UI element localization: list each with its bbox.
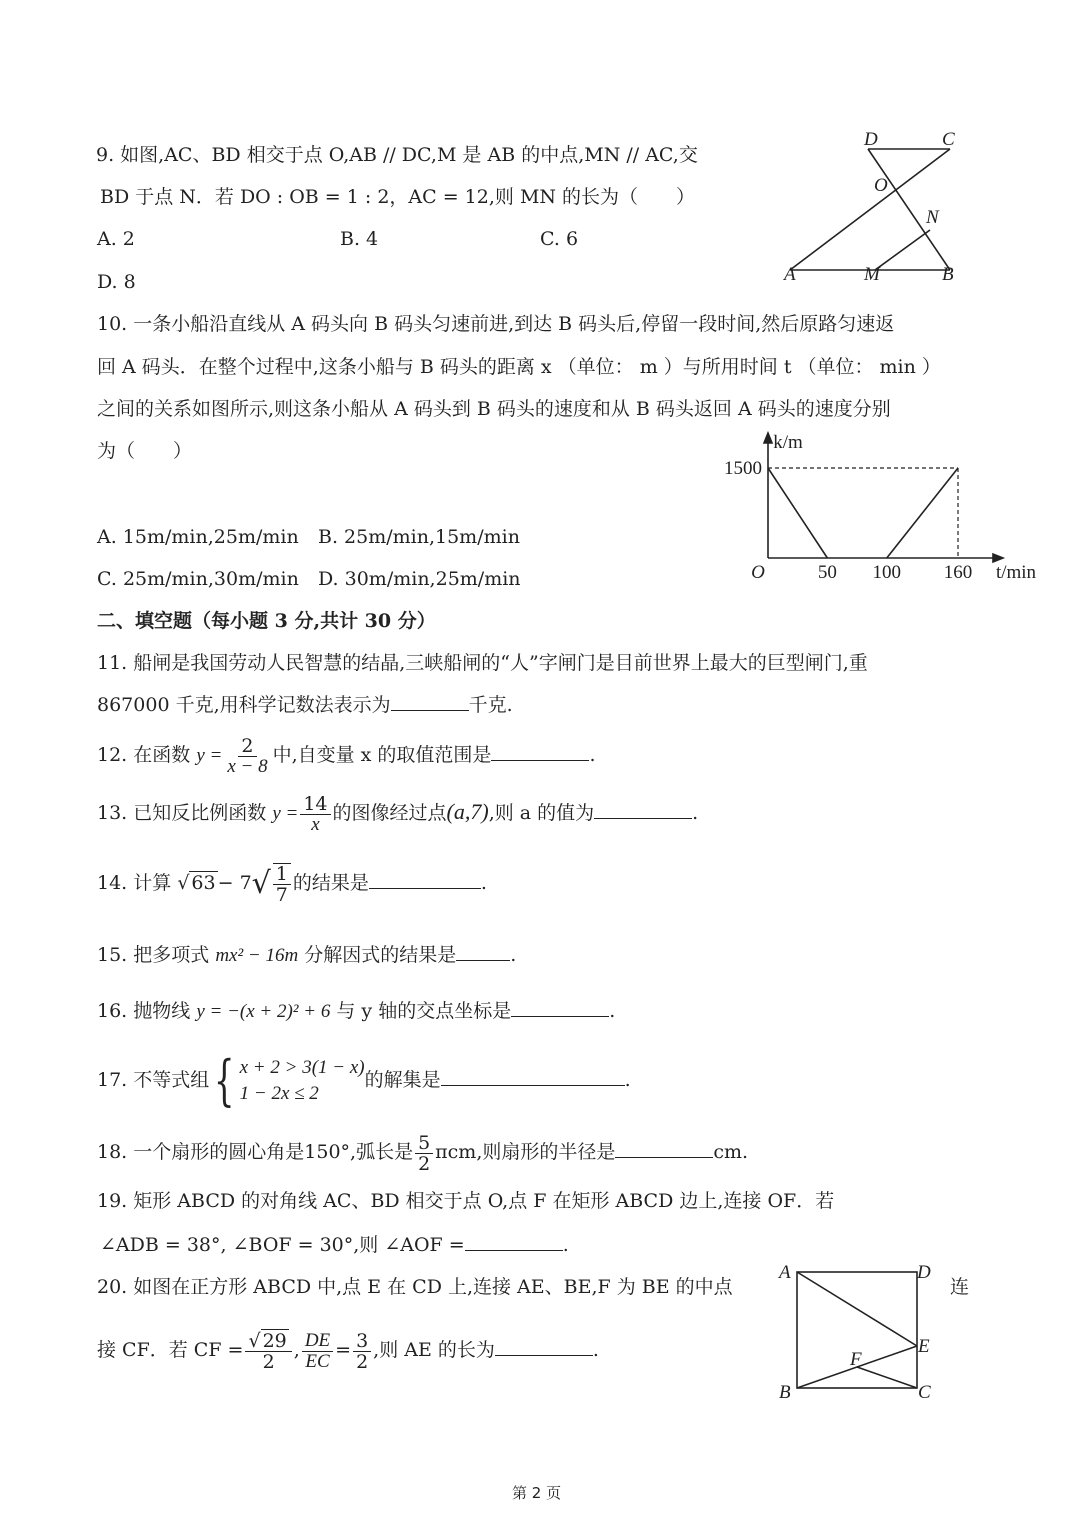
series-segment-2: [887, 468, 958, 558]
q12-post: 中,自变量 x 的取值范围是: [272, 744, 492, 766]
q15-pre: 15. 把多项式: [97, 944, 210, 966]
q9-segment-MN: [875, 230, 930, 270]
q17: [97, 1049, 631, 1112]
q9-label-A: A: [784, 264, 796, 285]
q18-fraction: [415, 1133, 433, 1174]
q20-comma: ,: [293, 1339, 300, 1361]
q13-point: (a,7): [446, 799, 489, 824]
q9-label-D: D: [864, 129, 878, 150]
q10-line4: 为（ ）: [97, 440, 193, 462]
q20-label-D: D: [917, 1262, 931, 1283]
q13-numerator: 14: [300, 794, 330, 815]
q9-option-d: D. 8: [97, 271, 136, 293]
q10-line2: 回 A 码头．在整个过程中,这条小船与 B 码头的距离 x （单位： m ）与所用时间 t （单位： min ）: [97, 356, 941, 378]
q19-answer-blank[interactable]: [465, 1232, 563, 1251]
q14-end: .: [480, 872, 487, 894]
q19-line2: [100, 1232, 569, 1258]
q18-post: ,则扇形的半径是: [476, 1141, 616, 1163]
q17-inequality-2: 1 − 2x ≤ 2: [239, 1083, 319, 1104]
q20-label-A: A: [779, 1262, 791, 1283]
q17-inequality-1: x + 2 > 3(1 − x): [239, 1057, 365, 1078]
series-segment-0: [768, 468, 827, 558]
x-axis-arrow: [993, 554, 1003, 562]
q12: [97, 730, 595, 781]
q20-label-E: E: [918, 1336, 930, 1357]
q20-cf-numerator: √ 29: [245, 1331, 291, 1352]
q12-y: y =: [196, 745, 223, 766]
q14: [97, 858, 487, 909]
q19-line1: 19. 矩形 ABCD 的对角线 AC、BD 相交于点 O,点 F 在矩形 ABCD 边上,连接 OF．若: [97, 1190, 835, 1212]
q10-line3: 之间的关系如图所示,则这条小船从 A 码头到 B 码头的速度和从 B 码头返回 A 码头的速度分别: [97, 398, 891, 420]
q14-sqrt2: √ $\frac{1}{7}$: [252, 872, 293, 894]
q20-segment-CF: [857, 1367, 917, 1388]
q17-post: 的解集是: [364, 1069, 441, 1091]
q20-cf-denominator: 2: [262, 1350, 275, 1373]
q10-option-c: C. 25m/min,30m/min: [97, 568, 299, 590]
q14-fraction: [273, 863, 291, 905]
q18-pre: 18. 一个扇形的圆心角是: [97, 1141, 305, 1163]
q20-ratio-fraction: [302, 1331, 333, 1372]
q20-cf-radicand: 29: [262, 1329, 287, 1352]
y-axis-arrow: [764, 433, 772, 443]
q10-option-a: A. 15m/min,25m/min: [97, 526, 299, 548]
q20-line1: 20. 如图在正方形 ABCD 中,点 E 在 CD 上,连接 AE、BE,F 为 BE 的中点: [97, 1276, 733, 1298]
q15-post: 分解因式的结果是: [304, 944, 457, 966]
q16-post: 与 y 轴的交点坐标是: [336, 1000, 512, 1022]
q20-value-fraction: [353, 1331, 371, 1372]
q14-post: 的结果是: [292, 872, 369, 894]
q14-answer-blank[interactable]: [369, 870, 481, 889]
q17-answer-blank[interactable]: [441, 1067, 625, 1086]
q16: [97, 998, 615, 1025]
q19-line2-text: ∠ADB = 38°, ∠BOF = 30°,则 ∠AOF =: [100, 1234, 465, 1256]
q10-line1: 10. 一条小船沿直线从 A 码头向 B 码头匀速前进,到达 B 码头后,停留一段时间,然后原路匀速返: [97, 313, 895, 335]
section2-title: 二、填空题（每小题 3 分,共计 30 分）: [97, 610, 436, 632]
q11-answer-blank[interactable]: [391, 692, 469, 711]
q16-pre: 16. 抛物线: [97, 1000, 191, 1022]
q18-answer-blank[interactable]: [615, 1139, 713, 1158]
q20-square: [797, 1272, 917, 1388]
q13-answer-blank[interactable]: [594, 800, 692, 819]
q18: [97, 1127, 748, 1177]
q20-answer-blank[interactable]: [495, 1337, 593, 1356]
q9-label-N: N: [926, 207, 939, 228]
x-tick-label-160: 160: [943, 562, 973, 583]
q17-system: [240, 1055, 365, 1107]
q13-post2: ,则 a 的值为: [488, 802, 595, 824]
q12-end: .: [589, 744, 596, 766]
q13-post: 的图像经过点: [332, 802, 447, 824]
q20-line1-end: 连: [950, 1276, 970, 1298]
q18-mid: ,弧长是: [350, 1141, 414, 1163]
q20-value-denominator: 2: [356, 1350, 369, 1373]
x-tick-label-50: 50: [817, 562, 837, 583]
q17-brace: {: [214, 1049, 235, 1112]
q20-value-numerator: 3: [353, 1331, 371, 1352]
q13-pre: 13. 已知反比例函数: [97, 802, 267, 824]
q14-radicand1: 63: [191, 872, 216, 894]
q13-end: .: [692, 802, 699, 824]
q9-label-C: C: [942, 129, 955, 150]
q14-numerator: 1: [273, 864, 291, 885]
y-axis-label: k/m: [773, 432, 803, 453]
q20-post: ,则 AE 的长为: [373, 1339, 495, 1361]
q12-denominator: x − 8: [227, 755, 268, 777]
q20-label-F: F: [850, 1349, 862, 1370]
q20-segment-AE: [797, 1272, 917, 1346]
q14-pre: 14. 计算: [97, 872, 172, 894]
q11-line1: 11. 船闸是我国劳动人民智慧的结晶,三峡船闸的“人”字闸门是目前世界上最大的巨型闸门,重: [97, 652, 868, 674]
q18-pi: πcm: [435, 1141, 477, 1163]
q20-label-C: C: [918, 1382, 931, 1403]
q9-label-M: M: [864, 264, 880, 285]
q12-answer-blank[interactable]: [491, 742, 589, 761]
q13-y: y =: [272, 803, 299, 824]
q13-denominator: x: [311, 813, 320, 835]
q12-fraction: [224, 736, 270, 777]
q15: [97, 942, 516, 969]
q11-line2-end: 千克.: [468, 694, 513, 716]
y-tick-label-1500: 1500: [724, 458, 762, 479]
origin-label: O: [751, 562, 765, 583]
q9-label-O: O: [874, 175, 888, 196]
q9-option-b: B. 4: [340, 228, 379, 250]
q9-label-B: B: [942, 264, 954, 285]
q20-line2: [97, 1325, 599, 1375]
q20-end: .: [592, 1339, 599, 1361]
q20-ratio-denominator: EC: [305, 1350, 330, 1372]
q9-line1: 9. 如图,AC、BD 相交于点 O,AB // DC,M 是 AB 的中点,MN // AC,交: [96, 144, 698, 166]
q18-end: cm.: [713, 1141, 749, 1163]
x-axis-label: t/min: [995, 562, 1037, 583]
q9-line2: BD 于点 N．若 DO : OB = 1 : 2，AC = 12,则 MN 的长为（ ）: [100, 186, 696, 208]
q13: [97, 787, 698, 839]
q15-expr: mx² − 16m: [215, 945, 299, 966]
q16-end: .: [609, 1000, 616, 1022]
q15-answer-blank[interactable]: [456, 942, 510, 961]
q11-line2-text: 867000 千克,用科学记数法表示为: [97, 694, 391, 716]
q18-denominator: 2: [418, 1152, 431, 1175]
q20-ratio-numerator: DE: [302, 1331, 333, 1352]
q11-line2: [97, 692, 513, 718]
q18-angle: 150°: [304, 1141, 351, 1163]
q20-cf-fraction: [245, 1331, 291, 1372]
x-tick-label-100: 100: [872, 562, 901, 583]
q9-option-a: A. 2: [97, 228, 135, 250]
q14-sqrt1: √ 63: [177, 872, 216, 894]
page-number: 第 2 页: [512, 1484, 562, 1502]
q13-fraction: [300, 794, 330, 835]
q9-option-c: C. 6: [540, 228, 579, 250]
q20-equals: =: [335, 1339, 352, 1361]
q18-numerator: 5: [415, 1133, 433, 1154]
q17-end: .: [624, 1069, 631, 1091]
q19-end: .: [562, 1234, 569, 1256]
q20-figure: [775, 1258, 950, 1403]
q10-option-d: D. 30m/min,25m/min: [318, 568, 521, 590]
q15-end: .: [510, 944, 517, 966]
q20-label-B: B: [779, 1382, 791, 1403]
q17-pre: 17. 不等式组: [97, 1069, 210, 1091]
q14-denominator: 7: [275, 884, 288, 906]
q12-numerator: 2: [238, 736, 256, 757]
q10-option-b: B. 25m/min,15m/min: [318, 526, 520, 548]
q10-chart: [720, 430, 1037, 590]
q16-answer-blank[interactable]: [511, 998, 609, 1017]
q14-minus: − 7: [217, 872, 252, 894]
q16-expr: y = −(x + 2)² + 6: [196, 1001, 331, 1022]
q12-pre: 12. 在函数: [97, 744, 191, 766]
q9-figure: [780, 125, 970, 285]
q20-pre: 接 CF．若 CF =: [97, 1339, 244, 1361]
